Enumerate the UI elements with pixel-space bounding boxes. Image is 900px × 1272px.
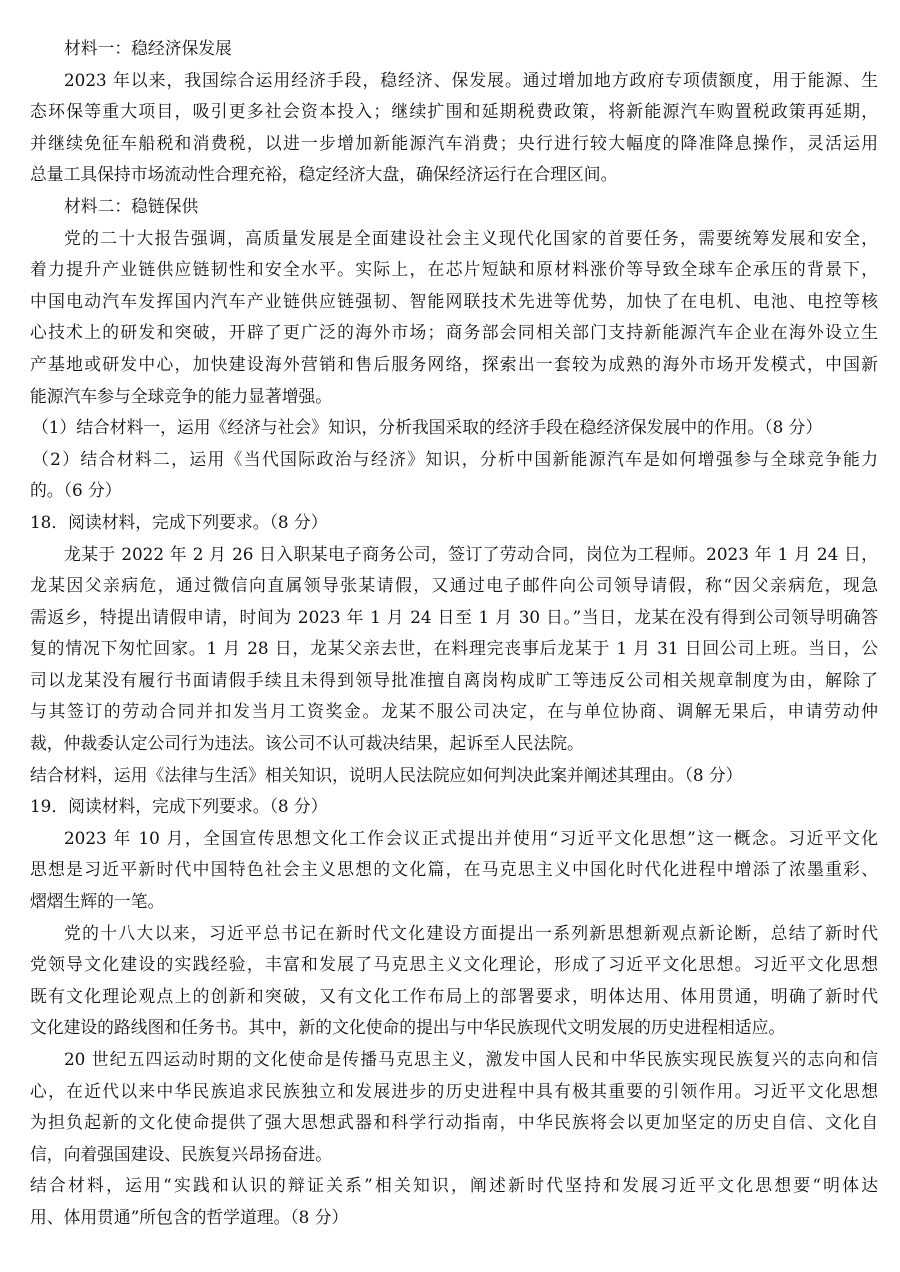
question-19-para3-line: 20 世纪五四运动时期的文化使命是传播马克思主义，激发中国人民和中华民族实现民族复兴的志向和信 <box>64 1049 878 1069</box>
question-19-para1-line: 思想是习近平新时代中国特色社会主义思想的文化篇，在马克思主义中国化时代化进程中增添了浓墨重彩、 <box>30 859 878 880</box>
question-18-line: 司以龙某没有履行书面请假手续且未得到领导批准擅自离岗构成旷工等违反公司相关规章制度为由，解除了 <box>30 669 878 690</box>
question-17-1: （1）结合材料一，运用《经济与社会》知识，分析我国采取的经济手段在稳经济保发展中的作用。（8 分） <box>32 417 823 438</box>
question-19-para2-line: 既有文化理论观点上的创新和突破，又有文化工作布局上的部署要求，明体达用、体用贯通，明确了新时代 <box>30 985 878 1006</box>
material1-heading: 材料一：稳经济保发展 <box>64 38 232 58</box>
material1-line: 2023 年以来，我国综合运用经济手段，稳经济、保发展。通过增加地方政府专项债额度，用于能源、生 <box>64 69 878 90</box>
material2-line: 着力提升产业链供应链韧性和安全水平。实际上，在芯片短缺和原材料涨价等导致全球车企承压的背景下， <box>30 259 878 280</box>
question-19-para1-line: 2023 年 10 月，全国宣传思想文化工作会议正式提出并使用“习近平文化思想”这一概念。习近平文化 <box>64 827 878 848</box>
question-18-line: 需返乡，特提出请假申请，时间为 2023 年 1 月 24 日至 1 月 30 日。”当日，龙某在没有得到公司领导明确答 <box>30 606 878 627</box>
question-18-line: 龙某于 2022 年 2 月 26 日入职某电子商务公司，签订了劳动合同，岗位为工程师。2023 年 1 月 24 日， <box>64 543 878 564</box>
question-17-2-line2: 的。（6 分） <box>30 480 122 501</box>
material1-line: 态环保等重大项目，吸引更多社会资本投入；继续扩围和延期税费政策，将新能源汽车购置税政策再延期， <box>30 101 878 122</box>
exam-page <box>30 33 878 1234</box>
question-19-para3-line: 信，向着强国建设、民族复兴昂扬奋进。 <box>30 1143 333 1164</box>
material2-line: 产基地或研发中心，加快建设海外营销和售后服务网络，探索出一套较为成熟的海外市场开发模式，中国新 <box>30 353 878 374</box>
question-19-task-line2: 用、体用贯通”所包含的哲学道理。（8 分） <box>30 1206 349 1227</box>
question-18-title: 18．阅读材料，完成下列要求。（8 分） <box>30 511 328 532</box>
question-18-line: 裁，仲裁委认定公司行为违法。该公司不认可裁决结果，起诉至人民法院。 <box>30 733 584 754</box>
question-17-2-line1: （2）结合材料二，运用《当代国际政治与经济》知识，分析中国新能源汽车是如何增强参与全球竞争能力 <box>32 448 878 469</box>
question-19-para3-line: 心，在近代以来中华民族追求民族独立和发展进步的历史进程中具有极其重要的引领作用。习近平文化思想 <box>30 1080 878 1101</box>
question-19-para2-line: 党领导文化建设的实践经验，丰富和发展了马克思主义文化理论，形成了习近平文化思想。习近平文化思想 <box>30 954 878 975</box>
question-19-para2-line: 文化建设的路线图和任务书。其中，新的文化使命的提出与中华民族现代文明发展的历史进程相适应。 <box>30 1017 786 1038</box>
question-18-line: 龙某因父亲病危，通过微信向直属领导张某请假，又通过电子邮件向公司领导请假，称“因父亲病危，现急 <box>30 575 878 596</box>
question-18-line: 复的情况下匆忙回家。1 月 28 日，龙某父亲去世，在料理完丧事后龙某于 1 月 31 日回公司上班。当日，公 <box>30 638 878 659</box>
material2-line: 党的二十大报告强调，高质量发展是全面建设社会主义现代化国家的首要任务，需要统筹发展和安全， <box>64 227 878 248</box>
material2-line: 心技术上的研发和突破，开辟了更广泛的海外市场；商务部会同相关部门支持新能源汽车企业在海外设立生 <box>30 322 878 343</box>
question-19-task-line1: 结合材料，运用“实践和认识的辩证关系”相关知识，阐述新时代坚持和发展习近平文化思想要“明体达 <box>30 1175 878 1196</box>
material2-heading: 材料二：稳链保供 <box>64 195 199 216</box>
question-19-para2-line: 党的十八大以来，习近平总书记在新时代文化建设方面提出一系列新思想新观点新论断，总结了新时代 <box>64 922 878 943</box>
question-18-task: 结合材料，运用《法律与生活》相关知识，说明人民法院应如何判决此案并阐述其理由。（8 分） <box>30 764 743 785</box>
question-19-para1-line: 熠熠生辉的一笔。 <box>30 891 165 912</box>
question-19-title: 19．阅读材料，完成下列要求。（8 分） <box>30 796 328 817</box>
material2-line: 中国电动汽车发挥国内汽车产业链供应链强韧、智能网联技术先进等优势，加快了在电机、电池、电控等核 <box>30 290 878 311</box>
material2-line: 能源汽车参与全球竞争的能力显著增强。 <box>30 385 333 406</box>
question-18-line: 与其签订的劳动合同并扣发当月工资奖金。龙某不服公司决定，在与单位协商、调解无果后，申请劳动仲 <box>30 701 878 722</box>
material1-line: 并继续免征车船税和消费税，以进一步增加新能源汽车消费；央行进行较大幅度的降准降息操作，灵活运用 <box>30 132 878 153</box>
question-19-para3-line: 为担负起新的文化使命提供了强大思想武器和科学行动指南，中华民族将会以更加坚定的历史自信、文化自 <box>30 1112 878 1133</box>
material1-line: 总量工具保持市场流动性合理充裕，稳定经济大盘，确保经济运行在合理区间。 <box>30 164 618 185</box>
